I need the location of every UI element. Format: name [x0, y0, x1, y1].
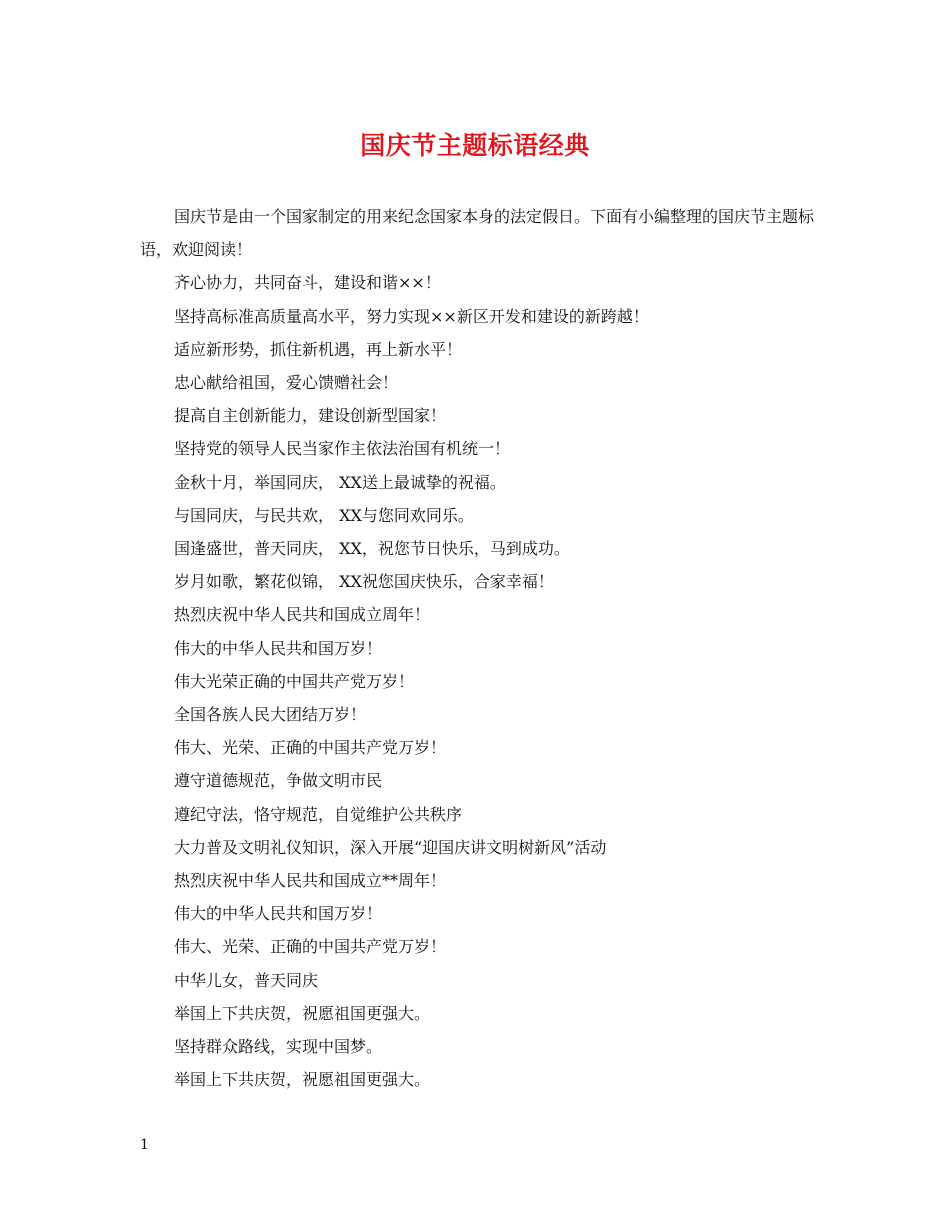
slogan-list — [140, 266, 815, 1096]
slogan-line: 中华儿女，普天同庆 — [174, 970, 319, 990]
slogan-line: 伟大的中华人民共和国万岁！ — [174, 904, 383, 924]
slogan-line: 伟大的中华人民共和国万岁！ — [174, 638, 383, 658]
slogan-line: 岁月如歌，繁花似锦， XX祝您国庆快乐，合家幸福！ — [174, 572, 554, 592]
slogan-line: 国逢盛世，普天同庆， XX，祝您节日快乐，马到成功。 — [174, 539, 570, 559]
slogan-line: 伟大光荣正确的中国共产党万岁！ — [174, 671, 415, 691]
slogan-line: 金秋十月，举国同庆， XX送上最诚挚的祝福。 — [174, 472, 506, 492]
slogan-line: 适应新形势，抓住新机遇，再上新水平！ — [174, 339, 463, 359]
slogan-line: 举国上下共庆贺，祝愿祖国更强大。 — [174, 1070, 431, 1090]
slogan-line: 坚持高标准高质量高水平，努力实现××新区开发和建设的新跨越！ — [174, 306, 649, 326]
intro-paragraph: 国庆节是由一个国家制定的用来纪念国家本身的法定假日。下面有小编整理的国庆节主题标语，欢迎阅读！ — [140, 207, 815, 260]
slogan-line: 全国各族人民大团结万岁！ — [174, 705, 367, 725]
slogan-line: 忠心献给祖国，爱心馈赠社会！ — [174, 373, 399, 393]
slogan-line: 伟大、光荣、正确的中国共产党万岁！ — [174, 937, 447, 957]
slogan-line: 热烈庆祝中华人民共和国成立**周年！ — [174, 871, 447, 891]
slogan-line: 坚持群众路线，实现中国梦。 — [174, 1037, 383, 1057]
document-title: 国庆节主题标语经典 — [360, 131, 590, 160]
page-number: 1 — [140, 1137, 149, 1153]
slogan-line: 坚持党的领导人民当家作主依法治国有机统一！ — [174, 439, 511, 459]
slogan-line: 举国上下共庆贺，祝愿祖国更强大。 — [174, 1003, 431, 1023]
slogan-line: 齐心协力，共同奋斗，建设和谐××！ — [174, 273, 441, 293]
slogan-line: 与国同庆，与民共欢， XX与您同欢同乐。 — [174, 505, 474, 525]
slogan-line: 遵守道德规范，争做文明市民 — [174, 771, 383, 791]
slogan-line: 遵纪守法，恪守规范，自觉维护公共秩序 — [174, 804, 463, 824]
slogan-line: 大力普及文明礼仪知识，深入开展“迎国庆讲文明树新风”活动 — [174, 837, 607, 857]
document-body — [140, 200, 815, 1096]
slogan-line: 热烈庆祝中华人民共和国成立周年！ — [174, 605, 431, 625]
slogan-line: 提高自主创新能力，建设创新型国家！ — [174, 406, 447, 426]
slogan-line: 伟大、光荣、正确的中国共产党万岁！ — [174, 738, 447, 758]
